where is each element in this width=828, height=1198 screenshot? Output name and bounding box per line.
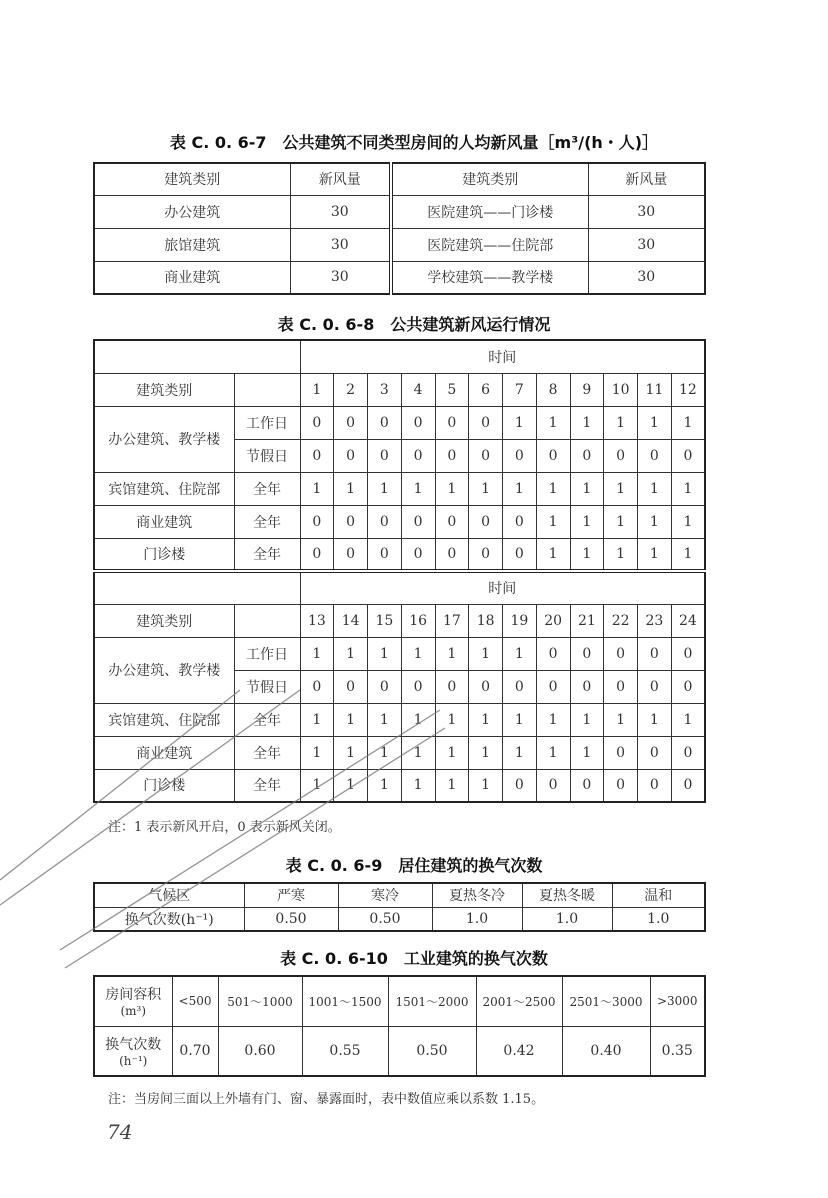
t8-cell: 1: [604, 406, 638, 439]
t8-cell: 0: [401, 538, 435, 571]
t8-cell: 1: [570, 472, 604, 505]
t8-time-label: 时间: [300, 571, 705, 604]
t8-sub-label: 全年: [234, 769, 300, 802]
t8-cell: 0: [469, 439, 503, 472]
t8-cell: 0: [435, 505, 469, 538]
t8-cell: 1: [435, 637, 469, 670]
t9-cell: 1.0: [612, 907, 705, 931]
t7-header-type: 建筑类别: [391, 163, 588, 195]
t8-cell: 1: [570, 703, 604, 736]
t10-header-cell: 2001～2500: [476, 976, 562, 1026]
t8-group-name: 门诊楼: [94, 538, 234, 571]
table-8-caption: 表 C. 0. 6-8 公共建筑新风运行情况: [277, 315, 551, 334]
table-8: [93, 339, 706, 803]
t8-cell: 0: [638, 670, 672, 703]
t8-cell: 0: [435, 406, 469, 439]
t8-cell: 0: [334, 538, 368, 571]
t10-header-cell: 1001～1500: [302, 976, 388, 1026]
t9-header-cell: 夏热冬冷: [432, 883, 522, 907]
t9-header-cell: 夏热冬暖: [522, 883, 612, 907]
t8-cell: 0: [536, 637, 570, 670]
t8-cell: 1: [671, 505, 705, 538]
t8-cell: 0: [638, 736, 672, 769]
t10-header-cell: 1501～2000: [388, 976, 476, 1026]
t8-hour: 18: [469, 604, 503, 637]
table-10-note: 注：当房间三面以上外墙有门、窗、暴露面时，表中数值应乘以系数 1.15。: [108, 1092, 545, 1107]
table-row: [94, 637, 705, 670]
t8-cell: 0: [503, 439, 537, 472]
t10-header-label-line1: 房间容积: [105, 987, 162, 1004]
t9-cell: 1.0: [522, 907, 612, 931]
t8-cell: 0: [604, 670, 638, 703]
t8-cell: 0: [368, 538, 402, 571]
t8-cell: 0: [435, 670, 469, 703]
t10-header-cell: >3000: [650, 976, 705, 1026]
t8-hour: 20: [536, 604, 570, 637]
table-8-note: 注：1 表示新风开启，0 表示新风关闭。: [108, 820, 341, 835]
t8-cell: 1: [536, 472, 570, 505]
t8-hour: 17: [435, 604, 469, 637]
t8-sub-label: 全年: [234, 736, 300, 769]
t10-cell: 0.40: [562, 1026, 650, 1076]
t8-cell: 1: [300, 736, 334, 769]
t9-cell: 0.50: [244, 907, 338, 931]
t10-cell: 0.60: [218, 1026, 302, 1076]
t8-cell: 1: [300, 703, 334, 736]
table-row: [94, 406, 705, 439]
t8-cell: 0: [435, 538, 469, 571]
t7-header-type: 建筑类别: [94, 163, 290, 195]
t8-cell: 1: [435, 736, 469, 769]
t10-cell: 0.42: [476, 1026, 562, 1076]
t8-cell: 0: [570, 439, 604, 472]
t8-cell: 1: [638, 703, 672, 736]
t8-cell: 0: [671, 670, 705, 703]
t9-row-label: 换气次数(h⁻¹): [94, 907, 244, 931]
t8-cell: 1: [503, 472, 537, 505]
t8-hour: 8: [536, 373, 570, 406]
t8-cell: 1: [300, 472, 334, 505]
t8-hour: 10: [604, 373, 638, 406]
t7-cell: 旅馆建筑: [94, 228, 290, 261]
t8-hour: 12: [671, 373, 705, 406]
t8-cell: 0: [638, 769, 672, 802]
t8-cell: 0: [671, 769, 705, 802]
t8-cell: 0: [334, 406, 368, 439]
t7-cell: 商业建筑: [94, 261, 290, 294]
t8-cell: 0: [604, 736, 638, 769]
t8-cell: 0: [300, 406, 334, 439]
t10-header-cell: 501～1000: [218, 976, 302, 1026]
t8-hour: 11: [638, 373, 672, 406]
t8-hour: 4: [401, 373, 435, 406]
t8-cell: 0: [671, 439, 705, 472]
table-9-caption: 表 C. 0. 6-9 居住建筑的换气次数: [285, 856, 543, 875]
t10-header-label: [94, 976, 172, 1026]
t8-cell: 1: [671, 472, 705, 505]
table-10: [93, 975, 706, 1077]
table-row: [94, 769, 705, 802]
t8-group-name: 宾馆建筑、住院部: [94, 703, 234, 736]
t8-blank: [234, 604, 300, 637]
t8-hour: 13: [300, 604, 334, 637]
t8-cell: 1: [401, 769, 435, 802]
table-10-caption: 表 C. 0. 6-10 工业建筑的换气次数: [280, 949, 548, 968]
t8-cell: 0: [334, 439, 368, 472]
t8-group-name: 宾馆建筑、住院部: [94, 472, 234, 505]
t8-sub-label: 全年: [234, 703, 300, 736]
t8-cell: 1: [638, 406, 672, 439]
t10-cell: 0.35: [650, 1026, 705, 1076]
t8-cell: 1: [671, 703, 705, 736]
t8-cell: 1: [300, 769, 334, 802]
t8-hour: 16: [401, 604, 435, 637]
t10-row-label: [94, 1026, 172, 1076]
table-9: [93, 882, 706, 932]
table-row: [94, 261, 705, 294]
t8-cell: 1: [671, 406, 705, 439]
t7-cell: 30: [290, 195, 391, 228]
t8-cell: 0: [604, 439, 638, 472]
t8-cell: 1: [300, 637, 334, 670]
t8-cell: 1: [570, 736, 604, 769]
t8-cell: 1: [570, 538, 604, 571]
t8-sub-label: 节假日: [234, 439, 300, 472]
t8-cell: 1: [334, 637, 368, 670]
t8-cell: 1: [334, 769, 368, 802]
table-row: [94, 538, 705, 571]
t8-cell: 1: [401, 736, 435, 769]
t8-cell: 1: [368, 637, 402, 670]
t8-cell: 1: [638, 505, 672, 538]
t8-cell: 0: [368, 439, 402, 472]
t8-cell: 1: [469, 472, 503, 505]
table-row: [94, 505, 705, 538]
t8-time-row: [94, 571, 705, 604]
t7-header-airflow: 新风量: [290, 163, 391, 195]
table-7: [93, 162, 706, 295]
t8-cell: 1: [503, 406, 537, 439]
t8-sub-label: 全年: [234, 538, 300, 571]
t8-cell: 1: [536, 505, 570, 538]
table-row: [94, 907, 705, 931]
t10-row-label-line1: 换气次数: [105, 1036, 162, 1053]
t8-cell: 0: [536, 439, 570, 472]
t8-cell: 1: [368, 769, 402, 802]
t8-cell: 0: [604, 769, 638, 802]
t8-cell: 0: [536, 670, 570, 703]
t9-cell: 1.0: [432, 907, 522, 931]
t8-cell: 0: [368, 406, 402, 439]
t9-header-cell: 温和: [612, 883, 705, 907]
t8-cell: 1: [604, 538, 638, 571]
t8-cell: 0: [334, 670, 368, 703]
t10-row-label-line2: (h⁻¹): [119, 1053, 148, 1068]
t7-cell: 30: [588, 228, 705, 261]
t8-cell: 0: [469, 406, 503, 439]
t8-hour: 14: [334, 604, 368, 637]
t8-sub-label: 工作日: [234, 637, 300, 670]
t8-cell: 1: [469, 736, 503, 769]
t8-sub-label: 节假日: [234, 670, 300, 703]
table-row: [94, 472, 705, 505]
t8-group-name: 办公建筑、教学楼: [94, 637, 234, 703]
t10-header-cell: 2501～3000: [562, 976, 650, 1026]
t8-hour: 22: [604, 604, 638, 637]
t8-hour: 15: [368, 604, 402, 637]
t8-cell: 0: [570, 670, 604, 703]
t8-cell: 0: [469, 505, 503, 538]
t8-sub-label: 全年: [234, 472, 300, 505]
t8-corner: [94, 340, 300, 373]
t10-cell: 0.50: [388, 1026, 476, 1076]
t8-cell: 1: [638, 472, 672, 505]
t8-cell: 0: [604, 637, 638, 670]
table-row: [94, 736, 705, 769]
t8-cell: 1: [570, 406, 604, 439]
table-7-caption: 表 C. 0. 6-7 公共建筑不同类型房间的人均新风量［m³/(h・人)］: [169, 133, 659, 152]
t8-cell: 0: [503, 505, 537, 538]
t8-cell: 0: [570, 637, 604, 670]
t8-cell: 0: [503, 538, 537, 571]
table-row: [94, 703, 705, 736]
t8-cell: 0: [469, 538, 503, 571]
t8-cell: 0: [570, 769, 604, 802]
t7-cell: 学校建筑——教学楼: [391, 261, 588, 294]
t7-cell: 30: [290, 261, 391, 294]
t8-cell: 1: [503, 637, 537, 670]
t8-cell: 1: [469, 637, 503, 670]
t8-hour: 3: [368, 373, 402, 406]
table-row: [94, 195, 705, 228]
t8-cell: 1: [469, 703, 503, 736]
t7-cell: 30: [290, 228, 391, 261]
t8-cell: 0: [368, 505, 402, 538]
t8-cell: 1: [604, 703, 638, 736]
t8-blank: [234, 373, 300, 406]
page-number: 74: [107, 1120, 133, 1144]
table-row: [94, 228, 705, 261]
t8-cell: 1: [604, 472, 638, 505]
t8-cell: 1: [401, 637, 435, 670]
t8-cell: 0: [435, 439, 469, 472]
t10-cell: 0.55: [302, 1026, 388, 1076]
t8-hour: 1: [300, 373, 334, 406]
t8-cell: 1: [536, 538, 570, 571]
t9-cell: 0.50: [338, 907, 432, 931]
t8-cell: 1: [536, 736, 570, 769]
t8-cell: 0: [300, 439, 334, 472]
t8-cell: 0: [401, 439, 435, 472]
t10-header-cell: <500: [172, 976, 218, 1026]
t8-cell: 0: [671, 736, 705, 769]
t8-cell: 0: [469, 670, 503, 703]
t8-group-name: 办公建筑、教学楼: [94, 406, 234, 472]
t8-time-row: [94, 340, 705, 373]
t8-sub-label: 工作日: [234, 406, 300, 439]
t8-cell: 1: [435, 472, 469, 505]
t8-hour: 19: [503, 604, 537, 637]
t8-cell: 1: [604, 505, 638, 538]
t10-cell: 0.70: [172, 1026, 218, 1076]
t8-cell: 0: [300, 538, 334, 571]
t8-cell: 1: [536, 406, 570, 439]
t8-cell: 1: [368, 736, 402, 769]
t8-hour: 6: [469, 373, 503, 406]
t10-header-label-line2: (m³): [120, 1004, 147, 1019]
t8-cell: 1: [401, 472, 435, 505]
t7-cell: 医院建筑——住院部: [391, 228, 588, 261]
t8-type-label: 建筑类别: [94, 373, 234, 406]
t8-cell: 0: [300, 505, 334, 538]
t8-cell: 1: [503, 736, 537, 769]
t7-header-airflow: 新风量: [588, 163, 705, 195]
t8-sub-label: 全年: [234, 505, 300, 538]
t8-cell: 1: [638, 538, 672, 571]
table-row: [94, 1026, 705, 1076]
t8-cell: 1: [368, 703, 402, 736]
t7-cell: 医院建筑——门诊楼: [391, 195, 588, 228]
t7-cell: 30: [588, 195, 705, 228]
t8-cell: 1: [334, 736, 368, 769]
t8-cell: 0: [401, 406, 435, 439]
t8-cell: 1: [503, 703, 537, 736]
t8-cell: 1: [671, 538, 705, 571]
t7-cell: 办公建筑: [94, 195, 290, 228]
t8-cell: 0: [638, 439, 672, 472]
t8-cell: 1: [435, 703, 469, 736]
t8-cell: 0: [300, 670, 334, 703]
t8-group-name: 商业建筑: [94, 505, 234, 538]
t8-hour-row: [94, 373, 705, 406]
t8-cell: 0: [368, 670, 402, 703]
t8-group-name: 商业建筑: [94, 736, 234, 769]
t8-hour: 5: [435, 373, 469, 406]
t8-cell: 1: [570, 505, 604, 538]
t8-cell: 0: [638, 637, 672, 670]
t9-header-cell: 严寒: [244, 883, 338, 907]
t8-cell: 0: [401, 670, 435, 703]
t9-header-climate: 气候区: [94, 883, 244, 907]
t8-hour: 23: [638, 604, 672, 637]
t8-cell: 0: [334, 505, 368, 538]
t8-cell: 1: [435, 769, 469, 802]
t8-hour: 9: [570, 373, 604, 406]
t8-hour: 2: [334, 373, 368, 406]
t8-cell: 1: [334, 472, 368, 505]
t8-hour: 21: [570, 604, 604, 637]
t8-cell: 0: [401, 505, 435, 538]
t8-cell: 1: [368, 472, 402, 505]
t8-type-label: 建筑类别: [94, 604, 234, 637]
t8-cell: 0: [671, 637, 705, 670]
t8-time-label: 时间: [300, 340, 705, 373]
t8-cell: 0: [503, 769, 537, 802]
t8-corner: [94, 571, 300, 604]
t8-cell: 1: [334, 703, 368, 736]
t8-cell: 1: [401, 703, 435, 736]
t8-hour: 7: [503, 373, 537, 406]
t7-cell: 30: [588, 261, 705, 294]
t8-cell: 0: [503, 670, 537, 703]
t8-cell: 0: [536, 769, 570, 802]
t8-cell: 1: [469, 769, 503, 802]
t8-cell: 1: [536, 703, 570, 736]
t8-group-name: 门诊楼: [94, 769, 234, 802]
t8-hour: 24: [671, 604, 705, 637]
t9-header-cell: 寒冷: [338, 883, 432, 907]
t8-hour-row: [94, 604, 705, 637]
